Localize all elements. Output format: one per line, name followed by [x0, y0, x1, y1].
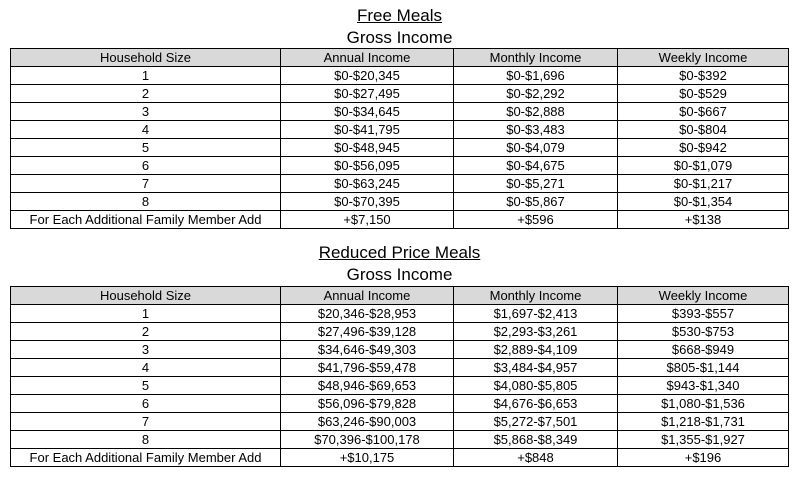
monthly-income-cell: $0-$3,483	[454, 121, 618, 139]
table-row	[11, 157, 789, 175]
annual-income-cell: $0-$41,795	[281, 121, 454, 139]
household-size-cell: 3	[11, 103, 281, 121]
table-header	[11, 49, 789, 67]
annual-income-cell: $20,346-$28,953	[281, 305, 454, 323]
weekly-income-cell: $530-$753	[618, 323, 789, 341]
monthly-income-cell: $0-$1,696	[454, 67, 618, 85]
table-row	[11, 305, 789, 323]
monthly-income-cell: +$848	[454, 449, 618, 467]
table-row	[11, 103, 789, 121]
monthly-income-cell: $4,676-$6,653	[454, 395, 618, 413]
table-row	[11, 449, 789, 467]
column-header-household-size: Household Size	[11, 49, 281, 67]
household-size-cell: 1	[11, 67, 281, 85]
weekly-income-cell: +$196	[618, 449, 789, 467]
table-row	[11, 323, 789, 341]
household-size-cell: 6	[11, 157, 281, 175]
monthly-income-cell: +$596	[454, 211, 618, 229]
monthly-income-cell: $0-$4,079	[454, 139, 618, 157]
household-size-cell: 1	[11, 305, 281, 323]
column-header-annual-income: Annual Income	[281, 49, 454, 67]
free-meals-subtitle: Gross Income	[346, 28, 453, 47]
monthly-income-cell: $5,272-$7,501	[454, 413, 618, 431]
annual-income-cell: $27,496-$39,128	[281, 323, 454, 341]
weekly-income-cell: $0-$1,217	[618, 175, 789, 193]
weekly-income-cell: $1,355-$1,927	[618, 431, 789, 449]
annual-income-cell: +$7,150	[281, 211, 454, 229]
free-meals-title: Free Meals	[356, 6, 443, 25]
household-size-cell: For Each Additional Family Member Add	[11, 449, 281, 467]
table-row	[11, 139, 789, 157]
column-header-annual-income: Annual Income	[281, 287, 454, 305]
annual-income-cell: $0-$20,345	[281, 67, 454, 85]
table-body	[11, 305, 789, 467]
annual-income-cell: $0-$70,395	[281, 193, 454, 211]
table-row	[11, 175, 789, 193]
weekly-income-cell: $943-$1,340	[618, 377, 789, 395]
column-header-weekly-income: Weekly Income	[618, 287, 789, 305]
table-row	[11, 431, 789, 449]
annual-income-cell: $56,096-$79,828	[281, 395, 454, 413]
household-size-cell: 4	[11, 359, 281, 377]
table-row	[11, 67, 789, 85]
weekly-income-cell: $0-$942	[618, 139, 789, 157]
monthly-income-cell: $0-$5,271	[454, 175, 618, 193]
household-size-cell: 5	[11, 377, 281, 395]
household-size-cell: 2	[11, 323, 281, 341]
annual-income-cell: +$10,175	[281, 449, 454, 467]
household-size-cell: 5	[11, 139, 281, 157]
header-row	[11, 49, 789, 67]
household-size-cell: 8	[11, 193, 281, 211]
monthly-income-cell: $3,484-$4,957	[454, 359, 618, 377]
column-header-weekly-income: Weekly Income	[618, 49, 789, 67]
weekly-income-cell: $1,218-$1,731	[618, 413, 789, 431]
household-size-cell: 2	[11, 85, 281, 103]
weekly-income-cell: $1,080-$1,536	[618, 395, 789, 413]
table-row	[11, 377, 789, 395]
table-row	[11, 211, 789, 229]
weekly-income-cell: $0-$392	[618, 67, 789, 85]
weekly-income-cell: +$138	[618, 211, 789, 229]
household-size-cell: 4	[11, 121, 281, 139]
household-size-cell: 3	[11, 341, 281, 359]
table-row	[11, 413, 789, 431]
household-size-cell: 7	[11, 175, 281, 193]
table-row	[11, 359, 789, 377]
annual-income-cell: $41,796-$59,478	[281, 359, 454, 377]
column-header-monthly-income: Monthly Income	[454, 49, 618, 67]
weekly-income-cell: $0-$804	[618, 121, 789, 139]
annual-income-cell: $0-$63,245	[281, 175, 454, 193]
table-row	[11, 341, 789, 359]
table-header	[11, 287, 789, 305]
weekly-income-cell: $0-$529	[618, 85, 789, 103]
table-row	[11, 193, 789, 211]
household-size-cell: 7	[11, 413, 281, 431]
monthly-income-cell: $0-$5,867	[454, 193, 618, 211]
annual-income-cell: $0-$34,645	[281, 103, 454, 121]
weekly-income-cell: $805-$1,144	[618, 359, 789, 377]
table-row	[11, 121, 789, 139]
monthly-income-cell: $0-$2,888	[454, 103, 618, 121]
table-row	[11, 85, 789, 103]
weekly-income-cell: $0-$667	[618, 103, 789, 121]
annual-income-cell: $34,646-$49,303	[281, 341, 454, 359]
column-header-household-size: Household Size	[11, 287, 281, 305]
weekly-income-cell: $668-$949	[618, 341, 789, 359]
household-size-cell: 8	[11, 431, 281, 449]
monthly-income-cell: $4,080-$5,805	[454, 377, 618, 395]
header-row	[11, 287, 789, 305]
monthly-income-cell: $2,293-$3,261	[454, 323, 618, 341]
monthly-income-cell: $1,697-$2,413	[454, 305, 618, 323]
annual-income-cell: $0-$48,945	[281, 139, 454, 157]
weekly-income-cell: $393-$557	[618, 305, 789, 323]
free-meals-table	[10, 48, 789, 229]
column-header-monthly-income: Monthly Income	[454, 287, 618, 305]
annual-income-cell: $0-$56,095	[281, 157, 454, 175]
household-size-cell: For Each Additional Family Member Add	[11, 211, 281, 229]
weekly-income-cell: $0-$1,079	[618, 157, 789, 175]
annual-income-cell: $63,246-$90,003	[281, 413, 454, 431]
table-body	[11, 67, 789, 229]
monthly-income-cell: $0-$2,292	[454, 85, 618, 103]
household-size-cell: 6	[11, 395, 281, 413]
reduced-meals-title: Reduced Price Meals	[318, 243, 481, 262]
monthly-income-cell: $2,889-$4,109	[454, 341, 618, 359]
weekly-income-cell: $0-$1,354	[618, 193, 789, 211]
monthly-income-cell: $0-$4,675	[454, 157, 618, 175]
reduced-meals-subtitle: Gross Income	[346, 265, 453, 284]
annual-income-cell: $70,396-$100,178	[281, 431, 454, 449]
reduced-meals-table	[10, 286, 789, 467]
annual-income-cell: $48,946-$69,653	[281, 377, 454, 395]
table-row	[11, 395, 789, 413]
annual-income-cell: $0-$27,495	[281, 85, 454, 103]
monthly-income-cell: $5,868-$8,349	[454, 431, 618, 449]
